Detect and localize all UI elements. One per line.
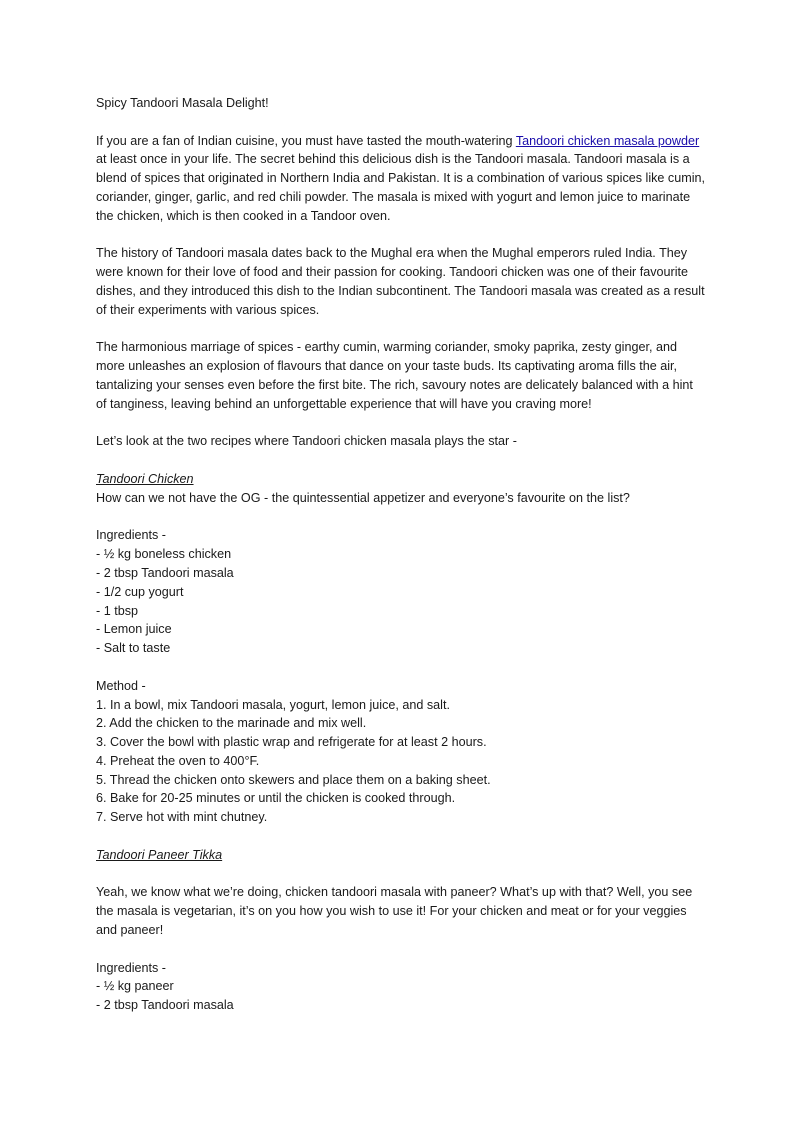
recipe1-description: How can we not have the OG - the quintessential appetizer and everyone’s favourite on the list? — [96, 490, 630, 505]
recipe2-title: Tandoori Paneer Tikka — [96, 847, 223, 862]
list-item: - 1/2 cup yogurt — [96, 584, 184, 599]
recipe2-ingredients-list — [96, 977, 706, 1015]
recipe1-ingredients-list — [96, 545, 706, 658]
list-item: - 1 tbsp — [96, 603, 138, 618]
recipe2-description: Yeah, we know what we’re doing, chicken tandoori masala with paneer? What’s up with that? Well, you see the masala is vegetarian, it’s on you how you wish to use it! For your chicken and meat or for your veggies and paneer! — [96, 885, 693, 938]
list-item: 7. Serve hot with mint chutney. — [96, 810, 268, 825]
list-item: 5. Thread the chicken onto skewers and place them on a baking sheet. — [96, 772, 491, 787]
list-item: - 2 tbsp Tandoori masala — [96, 565, 234, 580]
list-item: - ½ kg boneless chicken — [96, 547, 232, 562]
list-item: - Salt to taste — [96, 641, 171, 656]
list-item: 6. Bake for 20-25 minutes or until the chicken is cooked through. — [96, 791, 456, 806]
list-item: 3. Cover the bowl with plastic wrap and refrigerate for at least 2 hours. — [96, 735, 487, 750]
list-item: - 2 tbsp Tandoori masala — [96, 998, 234, 1013]
list-item: 2. Add the chicken to the marinade and mix well. — [96, 716, 367, 731]
document-page — [96, 94, 706, 1015]
list-item: 1. In a bowl, mix Tandoori masala, yogurt, lemon juice, and salt. — [96, 697, 450, 712]
intro-text-after: at least once in your life. The secret behind this delicious dish is the Tandoori masala. Tandoori masala is a blend of spices that originated in Northern India and Pakistan. It is a combination of various spices like cumin, coriander, ginger, garlic, and red chili powder. The masala is mixed with yogurt and lemon juice to marinate the chicken, which is then cooked in a Tandoor oven. — [96, 152, 706, 223]
recipe1-method-label: Method - — [96, 678, 146, 693]
recipes-intro: Let’s look at the two recipes where Tandoori chicken masala plays the star - — [96, 434, 517, 449]
tandoori-masala-link[interactable]: Tandoori chicken masala powder — [515, 133, 700, 148]
recipe2-ingredients-label: Ingredients - — [96, 960, 167, 975]
list-item: - ½ kg paneer — [96, 979, 174, 994]
intro-text-before: If you are a fan of Indian cuisine, you must have tasted the mouth-watering — [96, 133, 516, 148]
recipe1-title: Tandoori Chicken — [96, 471, 194, 486]
list-item: - Lemon juice — [96, 622, 172, 637]
list-item: 4. Preheat the oven to 400°F. — [96, 753, 260, 768]
spices-paragraph: The harmonious marriage of spices - earthy cumin, warming coriander, smoky paprika, zesty ginger, and more unleashes an explosion of flavours that dance on your taste buds. Its captivating aroma fills the air, tantalizing your senses even before the first bite. The rich, savoury notes are delicately balanced with a hint of tanginess, leaving behind an unforgettable experience that will have you craving more! — [96, 340, 693, 411]
history-paragraph: The history of Tandoori masala dates back to the Mughal era when the Mughal emperors ruled India. They were known for their love of food and their passion for cooking. Tandoori chicken was one of their favourite dishes, and they introduced this dish to the Indian subcontinent. The Tandoori masala was created as a result of their experiments with various spices. — [96, 246, 705, 317]
intro-paragraph — [96, 132, 706, 226]
recipe1-method-list — [96, 696, 706, 828]
document-title: Spicy Tandoori Masala Delight! — [96, 96, 269, 110]
recipe1-ingredients-label: Ingredients - — [96, 528, 167, 543]
